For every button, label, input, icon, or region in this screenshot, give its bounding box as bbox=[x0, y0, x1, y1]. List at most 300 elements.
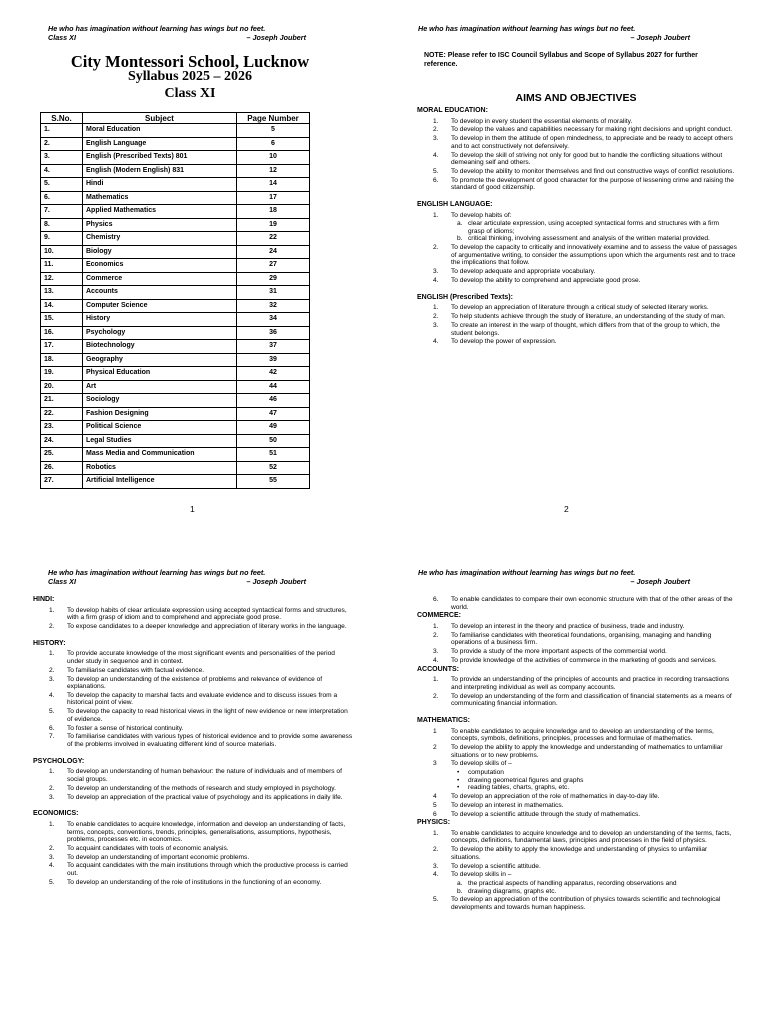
list-item bbox=[417, 896, 737, 911]
page-number-cell: 36 bbox=[237, 326, 310, 340]
subject-cell: Chemistry bbox=[83, 232, 237, 246]
item-text: To enable candidates to acquire knowledge and to develop an understanding of the terms, concepts, symbols, definitions, principles, processes and formulae of mathematics. bbox=[451, 727, 714, 743]
objective-list bbox=[417, 596, 737, 611]
sub-list bbox=[451, 769, 737, 792]
objective-list bbox=[417, 728, 737, 818]
item-number: 4. bbox=[433, 656, 439, 664]
sub-marker: b. bbox=[457, 887, 463, 895]
serial-cell: 2. bbox=[41, 137, 83, 151]
item-text: To develop an understanding of the existence of problems and relevance of evidence of explanations. bbox=[67, 675, 323, 691]
list-item bbox=[417, 632, 737, 647]
page-number-cell: 51 bbox=[237, 448, 310, 462]
item-text: To develop an understanding of human behaviour: the nature of individuals and of members of social groups. bbox=[67, 768, 342, 783]
item-text: To provide an understanding of the principles of accounts and practice in recording transactions and interpreting individual as well as company accounts. bbox=[451, 676, 730, 691]
section-title: COMMERCE: bbox=[417, 612, 461, 620]
item-text: To acquaint candidates with the main institutions through which the productive process is carried out. bbox=[67, 862, 348, 878]
item-text: To develop an appreciation of the practical value of psychology and its applications in daily life. bbox=[67, 793, 343, 801]
sub-list bbox=[451, 880, 737, 895]
serial-cell: 16. bbox=[41, 326, 83, 340]
item-number: 2 bbox=[433, 744, 437, 751]
serial-cell: 3. bbox=[41, 151, 83, 165]
serial-cell: 12. bbox=[41, 272, 83, 286]
subject-cell: Biology bbox=[83, 245, 237, 259]
list-item bbox=[33, 862, 353, 877]
page-number-cell: 32 bbox=[237, 299, 310, 313]
serial-cell: 26. bbox=[41, 461, 83, 475]
section-title: PSYCHOLOGY: bbox=[33, 757, 85, 765]
section-gap bbox=[33, 750, 353, 758]
item-number: 1. bbox=[49, 820, 55, 828]
item-number: 4. bbox=[433, 276, 439, 284]
item-text: To foster a sense of historical continuity. bbox=[67, 724, 184, 732]
list-item bbox=[417, 793, 737, 801]
header-quote: He who has imagination without learning has wings but no feet. bbox=[418, 568, 636, 577]
subject-cell: English (Prescribed Texts) 801 bbox=[83, 151, 237, 165]
item-text: To develop a scientific attitude through the study of mathematics. bbox=[451, 810, 641, 818]
page-1 bbox=[0, 0, 384, 512]
item-number: 6. bbox=[49, 724, 55, 732]
table-row bbox=[41, 218, 310, 232]
table-row bbox=[41, 475, 310, 489]
table-row bbox=[41, 191, 310, 205]
page-number: 1 bbox=[190, 504, 195, 512]
subject-cell: Art bbox=[83, 380, 237, 394]
page-header bbox=[418, 569, 690, 586]
sub-marker: • bbox=[457, 776, 460, 784]
aims-heading: AIMS AND OBJECTIVES bbox=[515, 92, 637, 104]
header-quote: He who has imagination without learning has wings but no feet. bbox=[48, 568, 266, 577]
section-title: ECONOMICS: bbox=[33, 810, 79, 818]
item-text: To develop the values and capabilities necessary for making right decisions and upright conduct. bbox=[451, 126, 733, 134]
item-text: To expose candidates to a deeper knowledge and appreciation of literary works in the language. bbox=[67, 622, 347, 630]
list-item bbox=[417, 863, 737, 871]
header-quote: He who has imagination without learning has wings but no feet. bbox=[418, 24, 636, 33]
sub-text: drawing diagrams, graphs etc. bbox=[468, 887, 557, 895]
list-item bbox=[33, 768, 353, 783]
section-title: ENGLISH (Prescribed Texts): bbox=[417, 293, 513, 301]
item-text: To develop a scientific attitude. bbox=[451, 862, 541, 870]
section-gap bbox=[417, 286, 737, 294]
list-item bbox=[33, 845, 353, 853]
item-number: 3. bbox=[49, 853, 55, 861]
serial-cell: 22. bbox=[41, 407, 83, 421]
serial-cell: 11. bbox=[41, 259, 83, 273]
item-text: To develop the skill of striving not only for good but to handle the conflicting situations without demeaning self and others. bbox=[451, 151, 723, 167]
page-number-cell: 12 bbox=[237, 164, 310, 178]
table-row bbox=[41, 407, 310, 421]
item-text: To promote the development of good character for the purpose of lessening crime and raising the standard of good citizenship. bbox=[451, 176, 734, 192]
serial-cell: 20. bbox=[41, 380, 83, 394]
objective-list bbox=[417, 830, 737, 912]
serial-cell: 25. bbox=[41, 448, 83, 462]
subject-cell: Robotics bbox=[83, 461, 237, 475]
list-item bbox=[33, 733, 353, 748]
table-row bbox=[41, 394, 310, 408]
item-number: 3. bbox=[433, 648, 439, 656]
page-number-cell: 34 bbox=[237, 313, 310, 327]
item-number: 4. bbox=[49, 691, 55, 699]
item-number: 2. bbox=[433, 692, 439, 700]
item-number: 5 bbox=[433, 801, 437, 809]
objective-list bbox=[417, 118, 737, 192]
list-item bbox=[33, 785, 353, 793]
list-item bbox=[417, 118, 737, 126]
item-text: To develop an understanding of the methods of research and study employed in psychology. bbox=[67, 784, 336, 792]
list-item bbox=[417, 760, 737, 791]
item-text: To develop the ability to apply the knowledge and understanding of mathematics to unfamiliar situations or to new problems. bbox=[451, 744, 723, 759]
section-gap bbox=[417, 709, 737, 717]
subject-cell: English (Modern English) 831 bbox=[83, 164, 237, 178]
item-text: To develop the capacity to critically and innovatively examine and to assess the value of passages of argumentative writing, to consider the assumptions upon which the arguments rest and to trace the implications that follow. bbox=[451, 244, 737, 267]
item-number: 1. bbox=[433, 304, 439, 312]
sub-item bbox=[451, 880, 737, 888]
item-number: 3. bbox=[433, 862, 439, 870]
sub-marker: a. bbox=[457, 220, 463, 228]
sub-text: the practical aspects of handling apparatus, recording observations and bbox=[468, 880, 677, 887]
item-text: To provide accurate knowledge of the most significant events and personalities of the period under study in sequence and in context. bbox=[67, 650, 335, 665]
item-number: 2. bbox=[433, 126, 439, 134]
item-number: 6 bbox=[433, 810, 437, 818]
subject-cell: Fashion Designing bbox=[83, 407, 237, 421]
item-text: To develop in every student the essential elements of morality. bbox=[451, 117, 633, 125]
list-item bbox=[33, 623, 353, 631]
serial-cell: 15. bbox=[41, 313, 83, 327]
item-text: To provide knowledge of the activities of commerce in the marketing of goods and services. bbox=[451, 656, 717, 664]
subject-cell: Hindi bbox=[83, 178, 237, 192]
item-number: 2. bbox=[49, 784, 55, 792]
page-number-cell: 6 bbox=[237, 137, 310, 151]
table-row bbox=[41, 137, 310, 151]
list-item bbox=[417, 802, 737, 810]
table-row bbox=[41, 151, 310, 165]
subject-cell: Accounts bbox=[83, 286, 237, 300]
page-number-cell: 49 bbox=[237, 421, 310, 435]
serial-cell: 24. bbox=[41, 434, 83, 448]
list-item bbox=[417, 168, 737, 176]
table-row bbox=[41, 353, 310, 367]
item-number: 3. bbox=[433, 268, 439, 276]
header-author: – Joseph Joubert bbox=[630, 576, 690, 586]
page-number-cell: 52 bbox=[237, 461, 310, 475]
serial-cell: 17. bbox=[41, 340, 83, 354]
section-title: PHYSICS: bbox=[417, 819, 451, 827]
page-number-cell: 46 bbox=[237, 394, 310, 408]
item-number: 3. bbox=[433, 135, 439, 143]
table-row bbox=[41, 178, 310, 192]
page-number-cell: 22 bbox=[237, 232, 310, 246]
page-number-cell: 47 bbox=[237, 407, 310, 421]
sub-text: clear articulate expression, using accepted syntactical forms and structures with a firm grasp of idioms; bbox=[468, 220, 720, 235]
sub-text: drawing geometrical figures and graphs bbox=[468, 776, 584, 784]
section-title: HISTORY: bbox=[33, 639, 66, 647]
page-number-cell: 27 bbox=[237, 259, 310, 273]
item-text: To develop in them the attitude of open mindedness, to appreciate and be ready to accept others and to act constructively not defensively. bbox=[451, 135, 733, 150]
table-row bbox=[41, 299, 310, 313]
sub-text: critical thinking, involving assessment and analysis of the written material provided. bbox=[468, 235, 710, 243]
page-header bbox=[48, 25, 306, 42]
header-author: – Joseph Joubert bbox=[246, 576, 306, 586]
page-number-cell: 50 bbox=[237, 434, 310, 448]
item-number: 2. bbox=[49, 666, 55, 674]
item-number: 5. bbox=[49, 878, 55, 886]
subject-cell: Applied Mathematics bbox=[83, 205, 237, 219]
list-item bbox=[417, 126, 737, 134]
page-header bbox=[48, 569, 306, 586]
column-header: S.No. bbox=[41, 113, 83, 124]
subject-cell: Economics bbox=[83, 259, 237, 273]
page-number-cell: 39 bbox=[237, 353, 310, 367]
item-text: To develop the capacity to read historical views in the light of new evidence or new interpretation of evidence. bbox=[67, 708, 348, 723]
item-text: To familiarise candidates with various types of historical evidence and to provide some awareness of the problems involved in evaluating different kind of source materials. bbox=[67, 733, 353, 748]
table-row bbox=[41, 326, 310, 340]
objective-list bbox=[33, 650, 353, 748]
item-number: 5. bbox=[433, 896, 439, 904]
subject-cell: Computer Science bbox=[83, 299, 237, 313]
list-item bbox=[417, 313, 737, 321]
list-item bbox=[417, 177, 737, 192]
item-text: To develop an understanding of the form and classification of financial statements as a means of communicating financial information. bbox=[451, 692, 732, 708]
objective-list bbox=[417, 212, 737, 285]
item-number: 2. bbox=[433, 631, 439, 639]
objective-list bbox=[33, 768, 353, 801]
item-number: 2. bbox=[49, 844, 55, 852]
item-text: To develop the capacity to marshal facts and evaluate evidence and to discuss issues from a historical point of view. bbox=[67, 691, 338, 707]
list-item bbox=[33, 708, 353, 723]
page-3-content bbox=[33, 596, 353, 888]
subject-cell: Physical Education bbox=[83, 367, 237, 381]
item-text: To develop the ability to comprehend and appreciate good prose. bbox=[451, 276, 641, 284]
table-row bbox=[41, 448, 310, 462]
item-number: 3. bbox=[433, 321, 439, 329]
serial-cell: 1. bbox=[41, 124, 83, 138]
item-text: To familiarise candidates with theoretical foundations, organising, managing and handling operations of a business firm. bbox=[451, 631, 712, 647]
list-item bbox=[417, 135, 737, 150]
page-number-cell: 14 bbox=[237, 178, 310, 192]
subject-cell: Psychology bbox=[83, 326, 237, 340]
serial-cell: 27. bbox=[41, 475, 83, 489]
table-row bbox=[41, 259, 310, 273]
sub-list bbox=[451, 220, 737, 243]
section-gap bbox=[33, 802, 353, 810]
item-number: 5. bbox=[433, 167, 439, 175]
sub-item bbox=[451, 784, 737, 792]
table-row bbox=[41, 205, 310, 219]
page-number-cell: 17 bbox=[237, 191, 310, 205]
table-row bbox=[41, 340, 310, 354]
item-text: To develop an appreciation of the role of mathematics in day-to-day life. bbox=[451, 792, 660, 800]
list-item bbox=[417, 596, 737, 611]
serial-cell: 7. bbox=[41, 205, 83, 219]
sub-text: reading tables, charts, graphs, etc. bbox=[468, 784, 570, 792]
serial-cell: 13. bbox=[41, 286, 83, 300]
list-item bbox=[417, 811, 737, 819]
serial-cell: 6. bbox=[41, 191, 83, 205]
objective-list bbox=[417, 676, 737, 708]
serial-cell: 10. bbox=[41, 245, 83, 259]
list-item bbox=[417, 744, 737, 759]
header-class: Class XI bbox=[48, 32, 76, 42]
serial-cell: 5. bbox=[41, 178, 83, 192]
section-title: ENGLISH LANGUAGE: bbox=[417, 201, 493, 209]
list-item bbox=[417, 676, 737, 691]
list-item bbox=[33, 676, 353, 691]
item-number: 4 bbox=[433, 792, 437, 800]
item-number: 2. bbox=[433, 846, 439, 854]
subject-cell: Mass Media and Communication bbox=[83, 448, 237, 462]
item-text: To develop an interest in the theory and practice of business, trade and industry. bbox=[451, 622, 685, 630]
item-number: 6. bbox=[433, 596, 439, 603]
subject-cell: Artificial Intelligence bbox=[83, 475, 237, 489]
list-item bbox=[33, 692, 353, 707]
item-number: 6. bbox=[433, 176, 439, 184]
item-text: To develop an interest in mathematics. bbox=[451, 801, 564, 809]
serial-cell: 18. bbox=[41, 353, 83, 367]
page-3 bbox=[0, 560, 384, 1024]
item-text: To develop an understanding of important economic problems. bbox=[67, 853, 250, 861]
list-item bbox=[33, 854, 353, 862]
item-text: To develop the ability to monitor themselves and find out constructive ways of conflict resolutions. bbox=[451, 167, 735, 175]
header-author: – Joseph Joubert bbox=[630, 32, 690, 42]
item-number: 2. bbox=[433, 244, 439, 252]
page-2 bbox=[384, 0, 768, 512]
section-title: ACCOUNTS: bbox=[417, 665, 459, 673]
page-2-content bbox=[417, 107, 737, 347]
item-number: 1. bbox=[433, 211, 439, 219]
school-name: City Montessori School, Lucknow bbox=[70, 52, 310, 71]
table-row bbox=[41, 421, 310, 435]
page-number-cell: 31 bbox=[237, 286, 310, 300]
sub-marker: b. bbox=[457, 235, 463, 243]
syllabus-note: NOTE: Please refer to ISC Council Syllabus and Scope of Syllabus 2027 for further reference. bbox=[424, 52, 698, 68]
list-item bbox=[417, 277, 737, 285]
table-row bbox=[41, 232, 310, 246]
section-title: MORAL EDUCATION: bbox=[417, 107, 488, 114]
list-item bbox=[33, 794, 353, 802]
list-item bbox=[417, 268, 737, 276]
section-title: MATHEMATICS: bbox=[417, 717, 471, 725]
list-item bbox=[417, 338, 737, 346]
objective-list bbox=[33, 821, 353, 887]
item-text: To provide a study of the more important aspects of the commercial world. bbox=[451, 648, 667, 656]
list-item bbox=[417, 623, 737, 631]
item-number: 3. bbox=[49, 675, 55, 683]
item-text: To enable candidates to compare their own economic structure with that of the other areas of the world. bbox=[451, 596, 733, 611]
table-row bbox=[41, 461, 310, 475]
sub-item bbox=[451, 769, 737, 777]
item-number: 1. bbox=[49, 650, 55, 658]
subject-cell: Commerce bbox=[83, 272, 237, 286]
subject-table bbox=[40, 112, 310, 489]
item-number: 4. bbox=[433, 871, 439, 879]
page-number-cell: 24 bbox=[237, 245, 310, 259]
item-number: 1 bbox=[433, 727, 437, 735]
subject-cell: Mathematics bbox=[83, 191, 237, 205]
item-text: To familiarise candidates with factual evidence. bbox=[67, 666, 205, 674]
item-number: 4. bbox=[433, 151, 439, 159]
item-text: To develop skills in – bbox=[451, 871, 512, 879]
list-item bbox=[417, 846, 737, 861]
item-text: To develop an appreciation of the contribution of physics towards scientific and technological developments and towards human happiness. bbox=[451, 896, 721, 911]
subject-cell: Biotechnology bbox=[83, 340, 237, 354]
objective-list bbox=[417, 304, 737, 346]
list-item bbox=[417, 871, 737, 895]
item-text: To develop an understanding of the role of institutions in the functioning of an economy. bbox=[67, 878, 322, 886]
item-text: To create an interest in the warp of thought, which differs from that of the group to which, the student belongs. bbox=[451, 321, 720, 337]
syllabus-title: Syllabus 2025 – 2026 bbox=[127, 69, 253, 84]
subject-cell: Sociology bbox=[83, 394, 237, 408]
list-item bbox=[417, 648, 737, 656]
item-text: To develop habits of clear articulate expression using accepted syntactical forms and structures, with a firm grasp of idiom and to comprehend and appreciate good prose. bbox=[67, 606, 347, 622]
subject-cell: Political Science bbox=[83, 421, 237, 435]
subject-cell: Geography bbox=[83, 353, 237, 367]
table-row bbox=[41, 434, 310, 448]
item-text: To develop adequate and appropriate vocabulary. bbox=[451, 268, 596, 276]
sub-item bbox=[451, 220, 737, 235]
item-text: To help students achieve through the study of literature, an understanding of the study of man. bbox=[451, 313, 726, 321]
item-number: 1. bbox=[433, 622, 439, 630]
page-number-cell: 5 bbox=[237, 124, 310, 138]
header-quote: He who has imagination without learning has wings but no feet. bbox=[48, 24, 266, 33]
table-row bbox=[41, 380, 310, 394]
serial-cell: 21. bbox=[41, 394, 83, 408]
table-row bbox=[41, 367, 310, 381]
page-number-cell: 18 bbox=[237, 205, 310, 219]
table-row bbox=[41, 272, 310, 286]
sub-marker: • bbox=[457, 784, 460, 792]
item-text: To develop the ability to apply the knowledge and understanding of physics to unfamiliar situations. bbox=[451, 846, 708, 861]
list-item bbox=[33, 879, 353, 887]
serial-cell: 14. bbox=[41, 299, 83, 313]
objective-list bbox=[33, 607, 353, 631]
item-text: To develop the power of expression. bbox=[451, 338, 557, 346]
item-number: 1. bbox=[433, 117, 439, 125]
item-number: 1. bbox=[433, 676, 439, 684]
serial-cell: 9. bbox=[41, 232, 83, 246]
subject-cell: Legal Studies bbox=[83, 434, 237, 448]
list-item bbox=[33, 725, 353, 733]
header-author: – Joseph Joubert bbox=[246, 32, 306, 42]
column-header: Page Number bbox=[237, 113, 310, 124]
table-row bbox=[41, 286, 310, 300]
objective-list bbox=[417, 623, 737, 665]
sub-item bbox=[451, 235, 737, 243]
list-item bbox=[417, 212, 737, 243]
section-gap bbox=[417, 193, 737, 201]
column-header: Subject bbox=[83, 113, 237, 124]
list-item bbox=[33, 667, 353, 675]
page-number-cell: 29 bbox=[237, 272, 310, 286]
list-item bbox=[417, 657, 737, 665]
item-number: 1. bbox=[49, 768, 55, 776]
list-item bbox=[33, 821, 353, 844]
sub-marker: • bbox=[457, 768, 460, 776]
table-row bbox=[41, 245, 310, 259]
table-header-row bbox=[41, 113, 310, 124]
page-number-cell: 10 bbox=[237, 151, 310, 165]
item-number: 5. bbox=[49, 708, 55, 716]
item-text: To enable candidates to acquire knowledge and to develop an understanding of the terms, facts, concepts, definitions, fundamental laws, principles and processes in the field of physics. bbox=[451, 829, 732, 845]
page-number-cell: 19 bbox=[237, 218, 310, 232]
item-number: 1. bbox=[433, 829, 439, 837]
item-number: 1. bbox=[49, 606, 55, 614]
list-item bbox=[417, 152, 737, 167]
sub-marker: a. bbox=[457, 880, 463, 887]
item-text: To develop an appreciation of literature through a critical study of selected literary works. bbox=[451, 304, 709, 312]
serial-cell: 4. bbox=[41, 164, 83, 178]
item-number: 3 bbox=[433, 760, 437, 768]
item-number: 2. bbox=[433, 313, 439, 321]
list-item bbox=[417, 322, 737, 337]
